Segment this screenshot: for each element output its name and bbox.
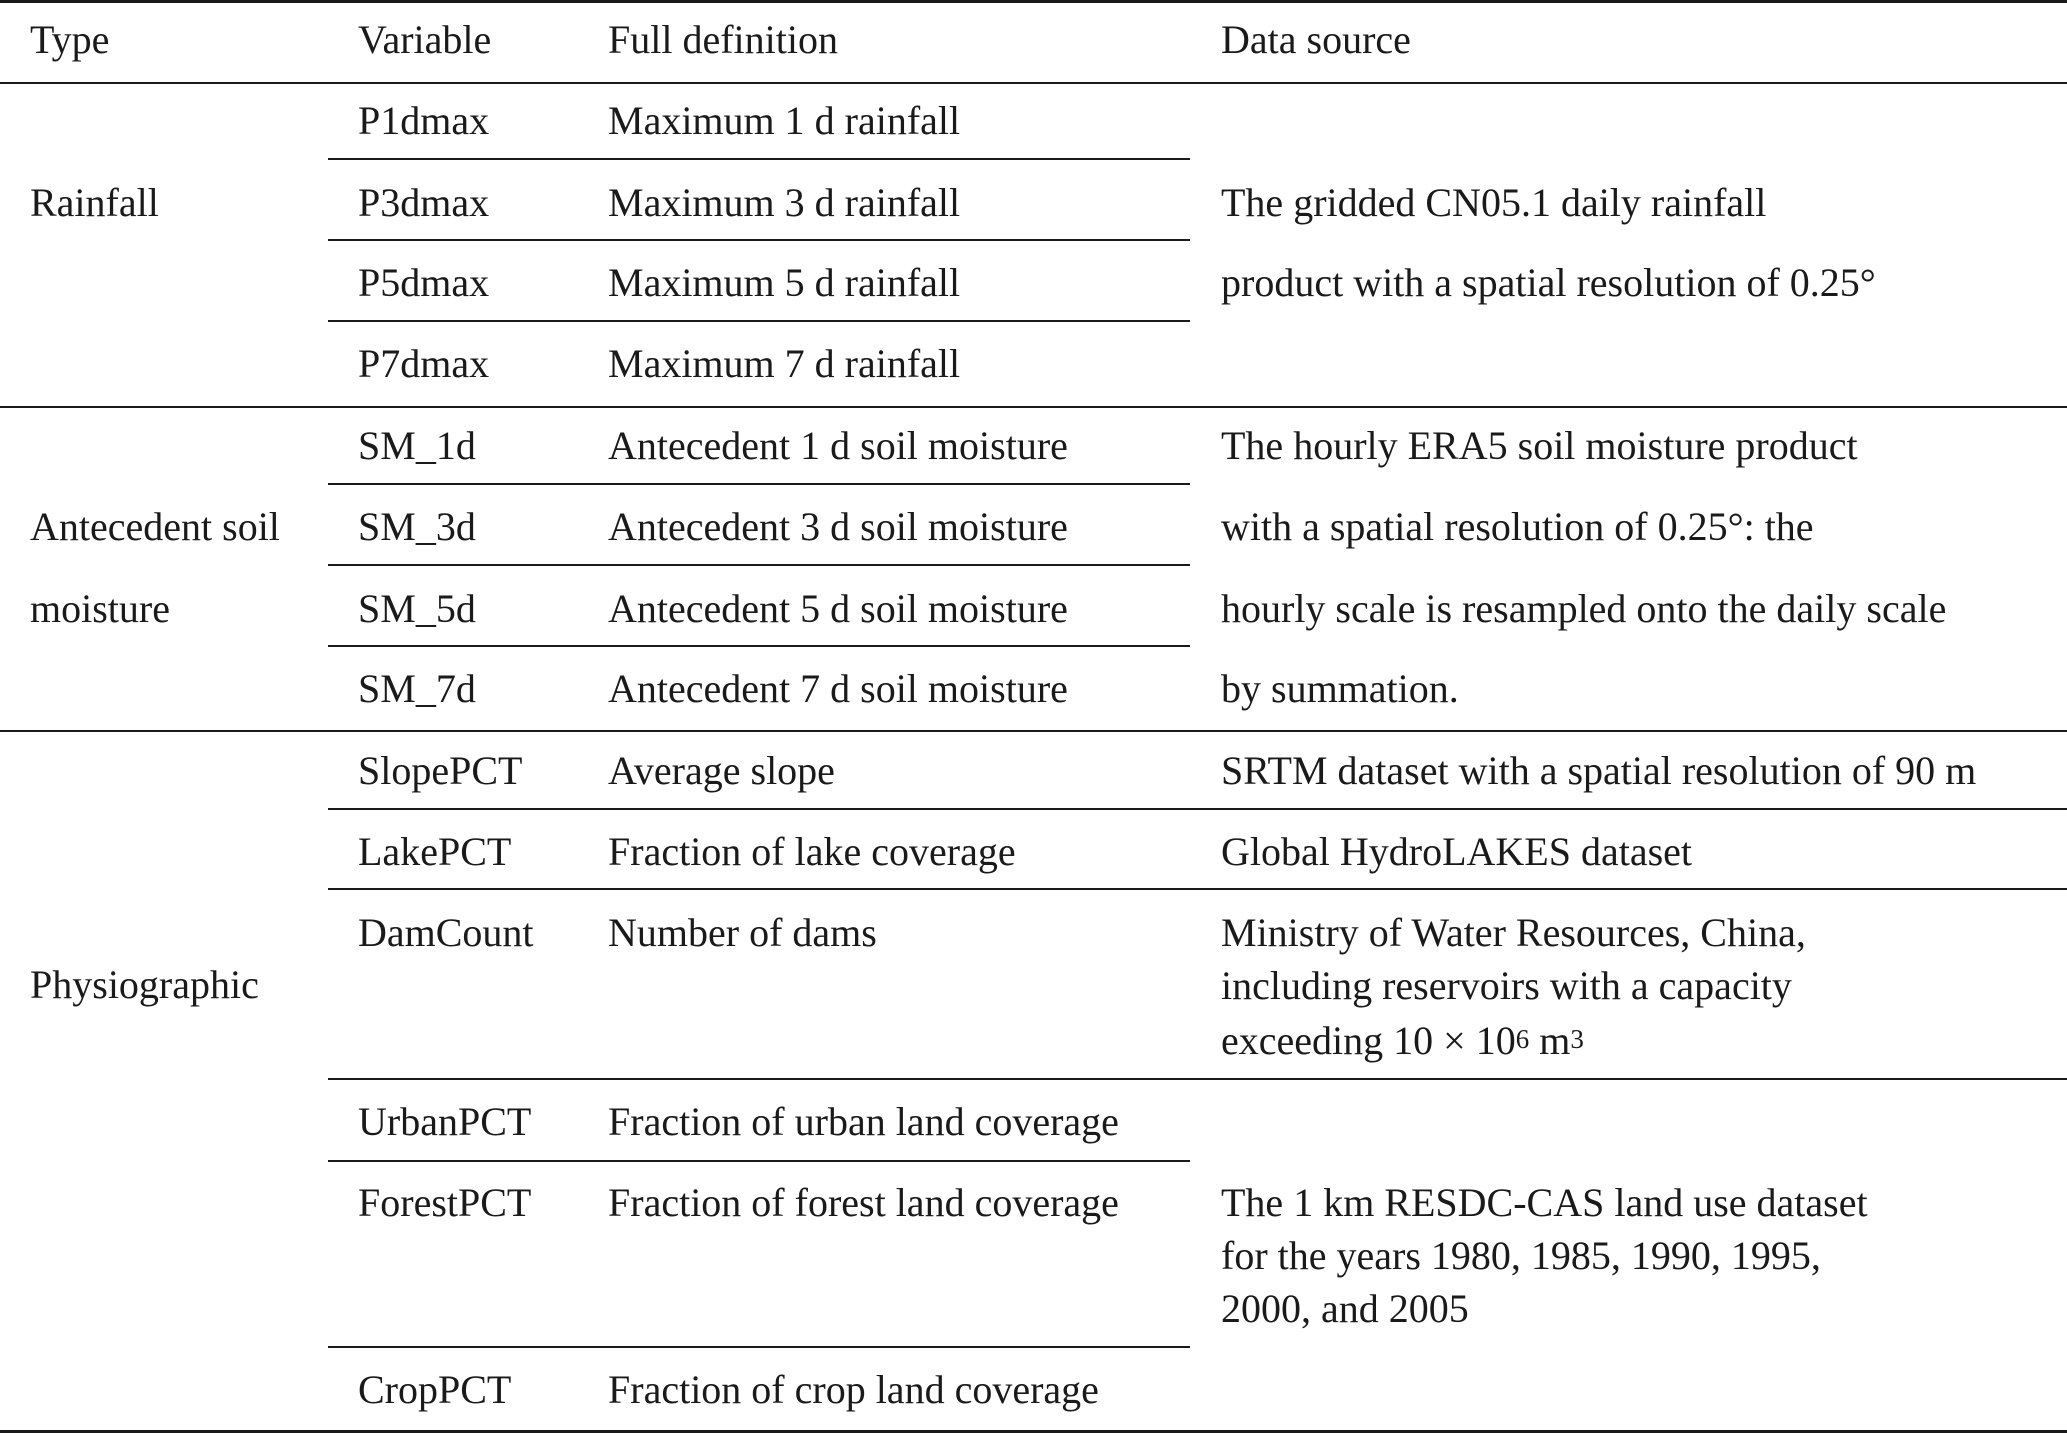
source-soil-line: with a spatial resolution of 0.25°: the [1221, 504, 1814, 549]
definition-cell: Maximum 1 d rainfall [608, 98, 961, 143]
row-divider [328, 158, 1190, 160]
source-soil-line: The hourly ERA5 soil moisture product [1221, 423, 1858, 468]
variable-cell: P1dmax [358, 98, 490, 143]
source-dam-line: Ministry of Water Resources, China, [1221, 910, 1806, 955]
variable-cell: LakePCT [358, 829, 512, 874]
capacity-unit: m [1529, 1018, 1571, 1063]
source-soil-line: hourly scale is resampled onto the daily scale [1221, 586, 1947, 631]
source-landuse-line: The 1 km RESDC-CAS land use dataset [1221, 1180, 1868, 1225]
source-cell: Global HydroLAKES dataset [1221, 829, 1693, 874]
source-dam-capacity [1221, 1018, 1584, 1063]
capacity-exponent: 6 [1515, 1024, 1530, 1054]
variable-cell: P3dmax [358, 180, 490, 225]
definition-cell: Maximum 5 d rainfall [608, 260, 961, 305]
definition-cell: Maximum 3 d rainfall [608, 180, 961, 225]
row-divider [328, 320, 1190, 322]
variable-cell: SM_3d [358, 504, 476, 549]
row-divider [328, 1160, 1190, 1162]
row-divider [328, 239, 1190, 241]
variable-cell: ForestPCT [358, 1180, 532, 1225]
variable-cell: P5dmax [358, 260, 490, 305]
table-top-rule [0, 0, 2067, 3]
row-divider [328, 808, 2067, 810]
capacity-unit-exponent: 3 [1570, 1024, 1584, 1054]
definition-cell: Fraction of crop land coverage [608, 1367, 1099, 1412]
type-rainfall: Rainfall [30, 180, 159, 225]
header-definition: Full definition [608, 17, 838, 62]
definition-cell: Antecedent 3 d soil moisture [608, 504, 1068, 549]
variable-cell: SM_1d [358, 423, 476, 468]
definition-cell: Number of dams [608, 910, 877, 955]
definition-cell: Fraction of forest land coverage [608, 1180, 1119, 1225]
row-divider [328, 483, 1190, 485]
source-soil-line: by summation. [1221, 666, 1459, 711]
source-dam-line: including reservoirs with a capacity [1221, 963, 1792, 1008]
definition-cell: Fraction of lake coverage [608, 829, 1016, 874]
definition-cell: Fraction of urban land coverage [608, 1099, 1119, 1144]
source-cell: SRTM dataset with a spatial resolution of 90 m [1221, 748, 1977, 793]
definition-cell: Antecedent 1 d soil moisture [608, 423, 1068, 468]
capacity-prefix: exceeding 10 × 10 [1221, 1018, 1516, 1063]
type-soil-line: moisture [30, 586, 170, 631]
header-bottom-rule [0, 82, 2067, 84]
definition-cell: Antecedent 5 d soil moisture [608, 586, 1068, 631]
variable-cell: DamCount [358, 910, 534, 955]
row-divider [328, 1346, 1190, 1348]
row-divider [328, 564, 1190, 566]
definition-cell: Average slope [608, 748, 835, 793]
type-physiographic: Physiographic [30, 962, 259, 1007]
header-type: Type [30, 17, 110, 62]
definition-cell: Antecedent 7 d soil moisture [608, 666, 1068, 711]
definition-cell: Maximum 7 d rainfall [608, 341, 961, 386]
variable-cell: SM_7d [358, 666, 476, 711]
variable-cell: SM_5d [358, 586, 476, 631]
source-landuse-line: 2000, and 2005 [1221, 1286, 1469, 1331]
variable-cell: SlopePCT [358, 748, 523, 793]
source-rainfall-line: product with a spatial resolution of 0.25° [1221, 260, 1876, 305]
row-divider [328, 888, 2067, 890]
row-divider [328, 1078, 2067, 1080]
group-divider [0, 730, 2067, 732]
header-variable: Variable [358, 17, 492, 62]
variable-cell: P7dmax [358, 341, 490, 386]
group-divider [0, 406, 2067, 408]
row-divider [328, 645, 1190, 647]
variable-cell: CropPCT [358, 1367, 512, 1412]
variable-cell: UrbanPCT [358, 1099, 532, 1144]
source-rainfall-line: The gridded CN05.1 daily rainfall [1221, 180, 1767, 225]
header-source: Data source [1221, 17, 1411, 62]
type-soil-line: Antecedent soil [30, 504, 280, 549]
table-bottom-rule [0, 1430, 2067, 1433]
source-landuse-line: for the years 1980, 1985, 1990, 1995, [1221, 1233, 1821, 1278]
